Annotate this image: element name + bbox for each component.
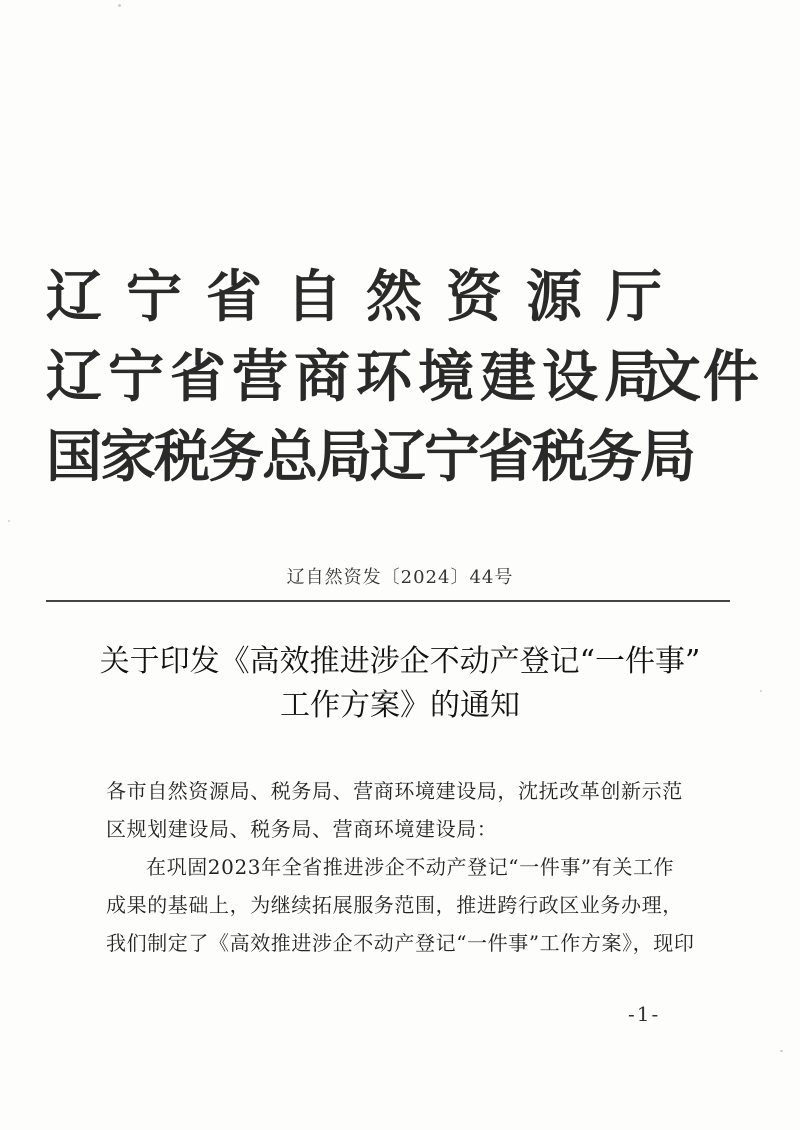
document-title bbox=[60, 640, 740, 728]
document-suffix: 文件 bbox=[645, 345, 761, 410]
scan-speck bbox=[780, 1050, 783, 1052]
issuer-tax-bureau: 国家税务总局辽宁省税务局 bbox=[46, 425, 694, 490]
scan-speck bbox=[760, 690, 762, 692]
body-line-2: 区规划建设局、税务局、营商环境建设局： bbox=[106, 817, 498, 841]
issuer-natural-resources: 辽宁省自然资源厅 bbox=[46, 265, 686, 330]
title-line-1: 关于印发《高效推进涉企不动产登记“一件事” bbox=[99, 644, 701, 679]
page-number: -1- bbox=[628, 1002, 661, 1026]
document-number: 辽自然资发〔2024〕44号 bbox=[286, 567, 514, 588]
header-divider bbox=[46, 600, 730, 602]
body-line-3: 在巩固2023年全省推进涉企不动产登记“一件事”有关工作 bbox=[146, 855, 675, 879]
issuing-authorities bbox=[46, 258, 694, 498]
body-line-4: 成果的基础上，为继续拓展服务范围，推进跨行政区业务办理， bbox=[106, 893, 683, 917]
body-line-5: 我们制定了《高效推进涉企不动产登记“一件事”工作方案》，现印 bbox=[106, 931, 695, 955]
document-body bbox=[106, 772, 706, 962]
body-line-1: 各市自然资源局、税务局、营商环境建设局，沈抚改革创新示范 bbox=[106, 779, 683, 803]
issuer-business-environment: 辽宁省营商环境建设局 bbox=[46, 345, 666, 410]
scan-speck bbox=[118, 4, 121, 7]
title-line-2: 工作方案》的通知 bbox=[280, 688, 520, 723]
scan-speck bbox=[8, 520, 10, 522]
